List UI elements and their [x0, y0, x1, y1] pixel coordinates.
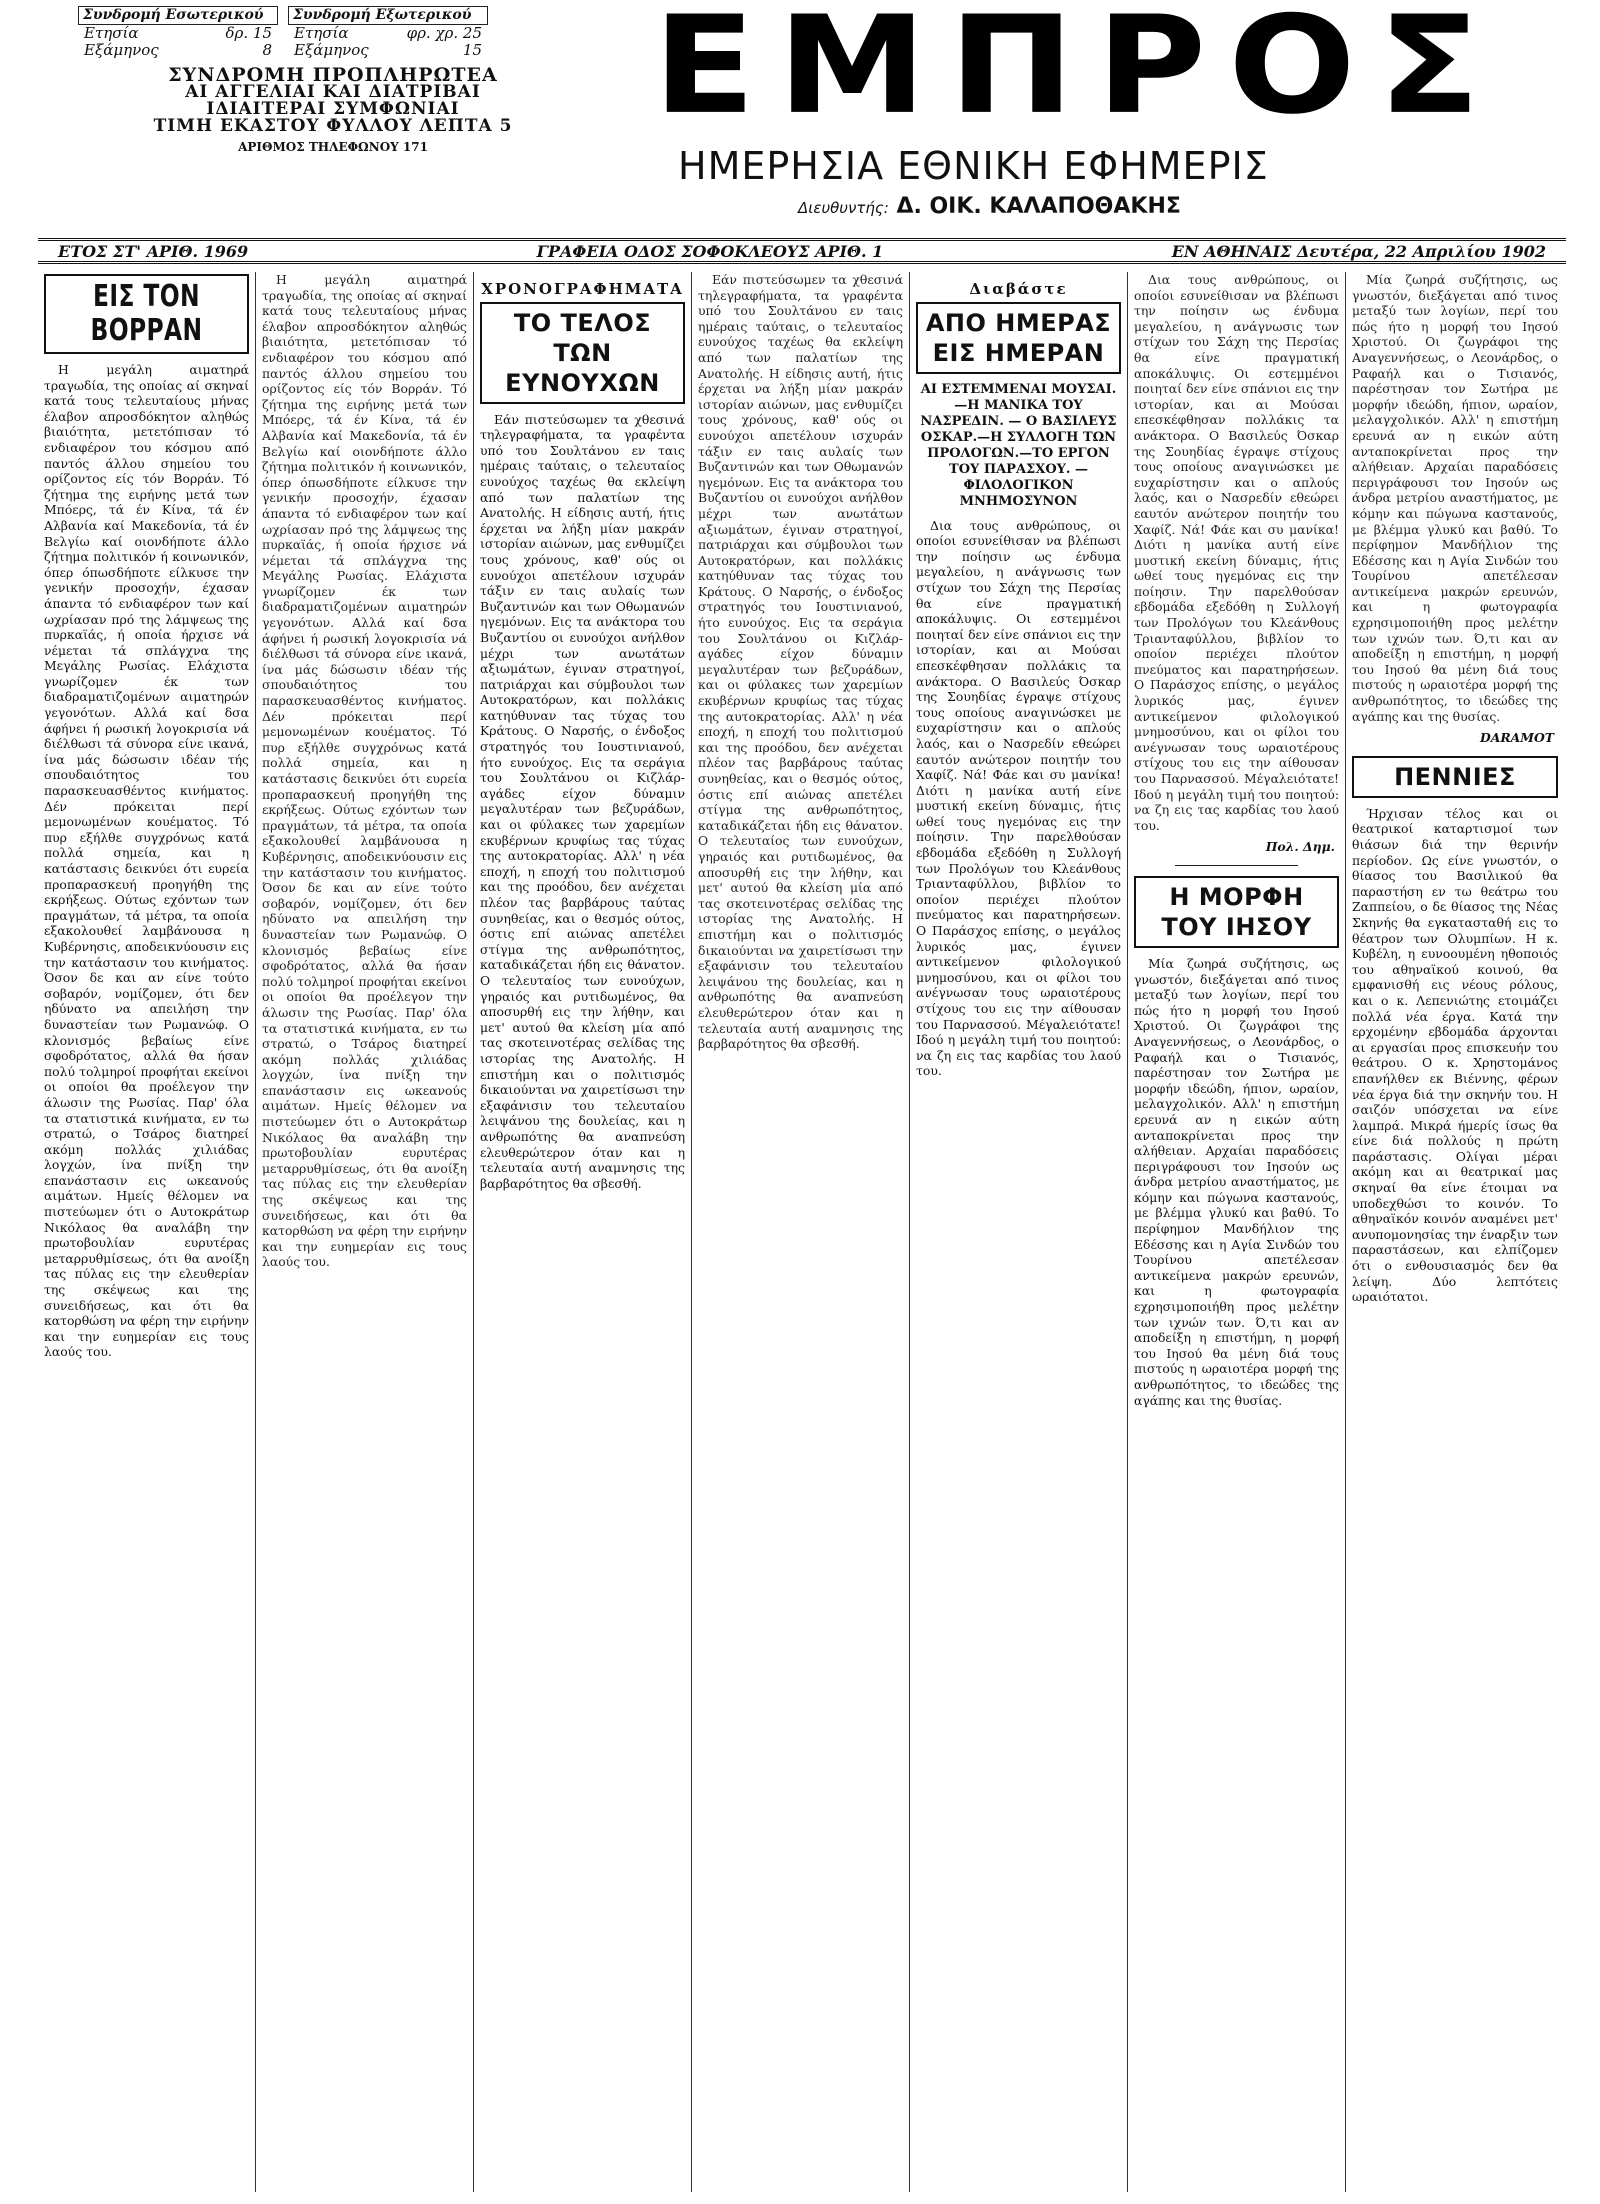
- day-continued: Δια τους ανθρώπους, οι οποίοι εσυνείθισαν να βλέπωσι την ποίησιν ως ένδυμα μεγαλείου, η ανάγνωσις των στίχων του Σάχη της Περσίας θα είνε πραγματική αποκάλυψις. Οι εστεμμένοι ποιηταί δεν είνε σπάνιοι εις την ιστορίαν, και αι Μούσαι επεσκέφθησαν πολλάκις τα ανάκτορα. Ο Βασιλεύς Όσκαρ της Σουηδίας έγραψε στίχους τους οποίους αναγινώσκει με ευχαρίστησιν και ο απλούς λαός, και ο Νασρεδίν εθεώρει εαυτόν ανώτερον ποιητήν του Χαφίζ. Νά! Φάε και συ μανίκα! Διότι η μανίκα αυτή είνε μυστική εκείνη δύναμις, ήτις ωθεί τους ηγεμόνας εις την ποίησιν. Την παρελθούσαν εβδομάδα εξεδόθη η Συλλογή των Προλόγων του Κλεάνθους Τριανταφύλλου, βιβλίον το οποίον περιέχει πλούτον πνεύματος και παρατηρήσεων. Ο Παράσχος επίσης, ο μεγάλος λυρικός μας, έγινεν αντικείμενον φιλολογικού μνημοσύνου, και οι φίλοι του ανέγνωσαν τους ωραιοτέρους στίχους του εις την αίθουσαν του Παρνασσού. Μέγαλειότατε! Ιδού η μεγάλη τιμή του ποιητού: να ζη εις τας καρδίας του λαού του.: [1134, 272, 1339, 833]
- eunuchs-continued: Εάν πιστεύσωμεν τα χθεσινά τηλεγραφήματα, τα γραφέντα υπό του Σουλτάνου εν ταις ημέραις ταύταις, ο τελευταίος ευνούχος ταχέως θα εκλείψη από των παλατίων της Ανατολής. Η είδησις αυτή, ήτις έρχεται να λήξη μίαν μακράν ιστορίαν αιώνων, μας ενθυμίζει τους χρόνους, καθ' ούς οι ευνούχοι απετέλουν ισχυράν τάξιν εν ταις αυλαίς των Βυζαντινών και των Οθωμανών ηγεμόνων. Εις τα ανάκτορα του Βυζαντίου οι ευνούχοι ανήλθον μέχρι των ανωτάτων αξιωμάτων, έγιναν στρατηγοί, πατριάρχαι και σύμβουλοι των Αυτοκρατόρων, και πολλάκις κατηύθυναν τας τύχας του Κράτους. Ο Ναρσής, ο ένδοξος στρατηγός του Ιουστινιανού, ήτο ευνούχος. Εις τα σεράγια του Σουλτάνου οι Κιζλάρ-αγάδες είχον δύναμιν μεγαλυτέραν των βεζυράδων, και οι φύλακες των χαρεμίων εκυβέρνων κρυφίως τας τύχας της αυτοκρατορίας. Αλλ' η νέα εποχή, η εποχή του πολιτισμού και της προόδου, δεν ανέχεται πλέον τας βαρβάρους ταύτας συνηθείας, και ο θεσμός ούτος, όστις επί αιώνας απετέλει στίγμα της ανθρωπότητος, καταδικάζεται ήδη εις θάνατον. Ο τελευταίος των ευνούχων, γηραιός και ρυτιδωμένος, θα αποσυρθή εις την λήθην, και μετ' αυτού θα κλείση μία από τας σκοτεινοτέρας σελίδας της ιστορίας της Ανατολής. Η επιστήμη και ο πολιτισμός δικαιούνται να χαιρετίσωσι την εξαφάνισιν του τελευταίου λειψάνου της δουλείας, και η ανθρωπότης θα αναπνεύση ελευθερώτερον όταν και η τελευταία αυτή αναμνησις της βαρβαρότητος θα σβεσθή.: [698, 272, 903, 1052]
- eunuchs-article-text: Εάν πιστεύσωμεν τα χθεσινά τηλεγραφήματα, τα γραφέντα υπό του Σουλτάνου εν ταις ημέραις ταύταις, ο τελευταίος ευνούχος ταχέως θα εκλείψη από των παλατίων της Ανατολής. Η είδησις αυτή, ήτις έρχεται να λήξη μίαν μακράν ιστορίαν αιώνων, μας ενθυμίζει τους χρόνους, καθ' ούς οι ευνούχοι απετέλουν ισχυράν τάξιν εν ταις αυλαίς των Βυζαντινών και των Οθωμανών ηγεμόνων. Εις τα ανάκτορα του Βυζαντίου οι ευνούχοι ανήλθον μέχρι των ανωτάτων αξιωμάτων, έγιναν στρατηγοί, πατριάρχαι και σύμβουλοι των Αυτοκρατόρων, και πολλάκις κατηύθυναν τας τύχας του Κράτους. Ο Ναρσής, ο ένδοξος στρατηγός του Ιουστινιανού, ήτο ευνούχος. Εις τα σεράγια του Σουλτάνου οι Κιζλάρ-αγάδες είχον δύναμιν μεγαλυτέραν των βεζυράδων, και οι φύλακες των χαρεμίων εκυβέρνων κρυφίως τας τύχας της αυτοκρατορίας. Αλλ' η νέα εποχή, η εποχή του πολιτισμού και της προόδου, δεν ανέχεται πλέον τας βαρβάρους ταύτας συνηθείας, και ο θεσμός ούτος, όστις επί αιώνας απετέλει στίγμα της ανθρωπότητος, καταδικάζεται ήδη εις θάνατον. Ο τελευταίος των ευνούχων, γηραιός και ρυτιδωμένος, θα αποσυρθή εις την λήθην, και μετ' αυτού θα κλείση μία από τας σκοτεινοτέρας σελίδας της ιστορίας της Ανατολής. Η επιστήμη και ο πολιτισμός δικαιούνται να χαιρετίσωσι την εξαφάνισιν του τελευταίου λειψάνου της δουλείας, και η ανθρωπότης θα αναπνεύση ελευθερώτερον όταν και η τελευταία αυτή αναμνησις της βαρβαρότητος θα σβεσθή.: [480, 411, 685, 1191]
- day-headline: ΑΠΟ ΗΜΕΡΑΣ ΕΙΣ ΗΜΕΡΑΝ: [925, 308, 1112, 367]
- eunuchs-headline: ΤΟ ΤΕΛΟΣ ΤΩΝ ΕΥΝΟΥΧΩΝ: [505, 308, 660, 397]
- column-5: [910, 272, 1128, 2192]
- director-label: Διευθυντής:: [798, 199, 889, 217]
- dateline-bar: [38, 238, 1566, 264]
- tagline: ΗΜΕΡΗΣΙΑ ΕΘΝΙΚΗ ΕΦΗΜΕΡΙΣ: [678, 144, 1269, 188]
- agreement-notice: ΙΔΙΑΙΤΕΡΑΙ ΣΥΜΦΩΝΙΑΙ: [206, 99, 460, 119]
- price-notice: ΤΙΜΗ ΕΚΑΣΤΟΥ ΦΥΛΛΟΥ ΛΕΠΤΑ 5: [153, 116, 513, 136]
- isou-headline: Η ΜΟΡΦΗ ΤΟΥ ΙΗΣΟΥ: [1161, 882, 1312, 941]
- foreign-subscription-heading: Συνδρομή Εξωτερικού: [288, 6, 488, 25]
- borran-headline: ΕΙΣ ΤΟΝ ΒΟΡΡΑΝ: [90, 279, 203, 348]
- domestic-subscription-heading: Συνδρομή Εσωτερικού: [78, 6, 278, 25]
- column-2: [256, 272, 474, 2192]
- day-article-text: Δια τους ανθρώπους, οι οποίοι εσυνείθισαν να βλέπωσι την ποίησιν ως ένδυμα μεγαλείου, η ανάγνωσις των στίχων του Σάχη της Περσίας θα είνε πραγματική αποκάλυψις. Οι εστεμμένοι ποιηταί δεν είνε σπάνιοι εις την ιστορίαν, και αι Μούσαι επεσκέφθησαν πολλάκις τα ανάκτορα. Ο Βασιλεύς Όσκαρ της Σουηδίας έγραψε στίχους τους οποίους αναγινώσκει με ευχαρίστησιν και ο απλούς λαός, και ο Νασρεδίν εθεώρει εαυτόν ανώτερον ποιητήν του Χαφίζ. Νά! Φάε και συ μανίκα! Διότι η μανίκα αυτή είνε μυστική εκείνη δύναμις, ήτις ωθεί τους ηγεμόνας εις την ποίησιν. Την παρελθούσαν εβδομάδα εξεδόθη η Συλλογή των Προλόγων του Κλεάνθους Τριανταφύλλου, βιβλίον το οποίον περιέχει πλούτον πνεύματος και παρατηρήσεων. Ο Παράσχος επίσης, ο μεγάλος λυρικός μας, έγινεν αντικείμενον φιλολογικού μνημοσύνου, και οι φίλοι του ανέγνωσαν τους ωραιοτέρους στίχους του εις την αίθουσαν του Παρνασσού. Μέγαλειότατε! Ιδού η μεγάλη τιμή του ποιητού: να ζη εις τας καρδίας του λαού του.: [916, 517, 1121, 1079]
- issue-number: ΕΤΟΣ ΣΤ' ΑΡΙΘ. 1969: [58, 241, 249, 261]
- columns: [38, 272, 1566, 2192]
- divider: [1175, 865, 1298, 866]
- issue-date: ΕΝ ΑΘΗΝΑΙΣ Δευτέρα, 22 Απριλίου 1902: [1171, 241, 1546, 261]
- director-name: Δ. ΟΙΚ. ΚΑΛΑΠΟΘΑΚΗΣ: [896, 194, 1181, 219]
- column-1: [38, 272, 256, 2192]
- newspaper-logo: ΕΜΠΡΟΣ: [653, 0, 1503, 145]
- day-signature: Πολ. Δημ.: [1265, 839, 1335, 855]
- masthead: [38, 0, 1566, 234]
- newspaper-page: [38, 0, 1566, 2196]
- eunuchs-headline-box: [480, 302, 685, 404]
- read-kicker: Διαβάστε: [969, 280, 1068, 298]
- prepaid-notice: ΣΥΝΔΡΟΜΗ ΠΡΟΠΛΗΡΩΤΕΑ: [168, 64, 498, 86]
- director-line: [798, 194, 1181, 219]
- column-3: [474, 272, 692, 2192]
- subscription-box: [78, 6, 588, 156]
- pennies-byline: DARAMOT: [1480, 730, 1554, 746]
- day-subheads: ΑΙ ΕΣΤΕΜΜΕΝΑΙ ΜΟΥΣΑΙ.—Η ΜΑΝΙΚΑ ΤΟΥ ΝΑΣΡΕΔΙΝ. — Ο ΒΑΣΙΛΕΥΣ ΟΣΚΑΡ.—Η ΣΥΛΛΟΓΗ ΤΩΝ ΠΡΟΛΟΓΩΝ.—ΤΟ ΕΡΓΟΝ ΤΟΥ ΠΑΡΑΣΧΟΥ. — ΦΙΛΟΛΟΓΙΚΟΝ ΜΝΗΜΟΣΥΝΟΝ: [920, 381, 1117, 509]
- office-address: ΓΡΑΦΕΙΑ ΟΔΟΣ ΣΟΦΟΚΛΕΟΥΣ ΑΡΙΘ. 1: [536, 241, 884, 261]
- isou-continued: Μία ζωηρά συζήτησις, ως γνωστόν, διεξάγεται από τινος μεταξύ των λογίων, περί του πώς ήτο η μορφή του Ιησού Χριστού. Οι ζωγράφοι της Αναγεννήσεως, ο Λεονάρδος, ο Ραφαήλ και ο Τισιανός, παρέστησαν τον Σωτήρα με μορφήν ιδεώδη, ήπιον, ωραίον, μελαγχολικόν. Αλλ' η επιστήμη ερευνά αν η εικών αύτη ανταποκρίνεται προς την αλήθειαν. Αρχαίαι παραδόσεις περιγράφουσι τον Ιησούν ως άνδρα μετρίου αναστήματος, με κόμην και πώγωνα καστανούς, με βλέμμα γλυκύ και βαθύ. Το περίφημον Μανδήλιον της Εδέσσης και η Αγία Σινδών του Τουρίνου απετέλεσαν αντικείμενα μακρών ερευνών, και η φωτογραφία εχρησιμοποιήθη προς μελέτην των ιχνών των. Ό,τι και αν αποδείξη η επιστήμη, η μορφή του Ιησού θα μένη διά τους πιστούς η ωραιοτέρα μορφή της ανθρωπότητος, το ιδεώδες της αγάπης και της θυσίας.: [1352, 272, 1558, 724]
- isou-article-text: Μία ζωηρά συζήτησις, ως γνωστόν, διεξάγεται από τινος μεταξύ των λογίων, περί του πώς ήτο η μορφή του Ιησού Χριστού. Οι ζωγράφοι της Αναγεννήσεως, ο Λεονάρδος, ο Ραφαήλ και ο Τισιανός, παρέστησαν τον Σωτήρα με μορφήν ιδεώδη, ήπιον, ωραίον, μελαγχολικόν. Αλλ' η επιστήμη ερευνά αν η εικών αύτη ανταποκρίνεται προς την αλήθειαν. Αρχαίαι παραδόσεις περιγράφουσι τον Ιησούν ως άνδρα μετρίου αναστήματος, με κόμην και πώγωνα καστανούς, με βλέμμα γλυκύ και βαθύ. Το περίφημον Μανδήλιον της Εδέσσης και η Αγία Σινδών του Τουρίνου απετέλεσαν αντικείμενα μακρών ερευνών, και η φωτογραφία εχρησιμοποιήθη προς μελέτην των ιχνών των. Ό,τι και αν αποδείξη η επιστήμη, η μορφή του Ιησού θα μένη διά τους πιστούς η ωραιοτέρα μορφή της ανθρωπότητος, το ιδεώδες της αγάπης και της θυσίας.: [1134, 955, 1339, 1408]
- borran-continued: Η μεγάλη αιματηρά τραγωδία, της οποίας αί σκηναί κατά τους τελευταίους μήνας έλαβον απροσδόκητον αληθώς βιαιότητα, μετετόπισαν τό ενδιαφέρον του κόσμου από παντός άλλου σημείου του ορίζοντος είς τόν Βορράν. Τό ζήτημα της ειρήνης μετά των Μπόερς, τά έν Κίνα, τά έν Αλβανία καί Μακεδονία, τά έν Βελγίω καί οιονδήποτε άλλο ζήτημα πολιτικόν ή κοινωνικόν, όπερ όπωσδήποτε είλκυσε την γενικήν προσοχήν, έχασαν άπαντα τό ενδιαφέρον των καί ωχρίασαν πρό της λάμψεως της πυρκαϊάς, ή οποία ήρχισε νά νέμεται τά σπλάγχνα της Μεγάλης Ρωσίας. Ελάχιστα γνωρίζομεν έκ των διαδραματιζομένων αιματηρών γεγονότων. Αλλά καί δσα άφήνει ή ρωσική λογοκρισία νά διέλθωσι τά σύνορα είνε ικανά, ίνα μάς δώσωσιν ιδέαν τής σπουδαιότητος του παρασκευασθέντος κινήματος. Δέν πρόκειται περί μεμονωμένων κουέματος. Τό πυρ εξήλθε συγχρόνως κατά πολλά σημεία, και η κατάστασις δεικνύει ότι ευρεία προπαρασκευή προηγήθη της εκρήξεως. Ούτως εχόντων των πραγμάτων, τά μέτρα, τα οποία εξακολουθεί λαμβάνουσα η Κυβέρνησις, αποδεικνύουσιν εις την κατάστασιν του κινήματος. Όσον δε και αν είνε τούτο σοβαρόν, νομίζομεν, ότι δεν ηδύνατο να απειλήση την δυναστείαν των Ρωμανώφ. Ο κλονισμός βεβαίως είνε σφοδρότατος, αλλά θα ήσαν πολύ τολμηροί προφήται εκείνοι οι οποίοι θα προέλεγον την άλωσιν της Ρωσίας. Παρ' όλα τα στατιστικά κινήματα, εν τω στρατώ, ο Τσάρος διατηρεί ακόμη πολλάς χιλιάδας λογχών, ίνα πνίξη την επανάστασιν εις ωκεανούς αιμάτων. Ημείς θέλομεν να πιστεύωμεν ότι ο Αυτοκράτωρ Νικόλαος θα αναλάβη την πρωτοβουλίαν ευρυτέρας μεταρρυθμίσεως, ότι θα ανοίξη τας πύλας εις την ελευθερίαν της σκέψεως και της συνειδήσεως, και ότι θα κατορθώση να φέρη την ειρήνην και την ευημερίαν εις τους λαούς του.: [262, 272, 467, 1270]
- pennies-headline-box: [1352, 756, 1558, 798]
- borran-headline-box: [44, 274, 249, 354]
- day-headline-box: [916, 302, 1121, 374]
- borran-article-text: Η μεγάλη αιματηρά τραγωδία, της οποίας αί σκηναί κατά τους τελευταίους μήνας έλαβον απροσδόκητον αληθώς βιαιότητα, μετετόπισαν τό ενδιαφέρον του κόσμου από παντός άλλου σημείου του ορίζοντος είς τόν Βορράν. Τό ζήτημα της ειρήνης μετά των Μπόερς, τά έν Κίνα, τά έν Αλβανία καί Μακεδονία, τά έν Βελγίω καί οιονδήποτε άλλο ζήτημα πολιτικόν ή κοινωνικόν, όπερ όπωσδήποτε είλκυσε την γενικήν προσοχήν, έχασαν άπαντα τό ενδιαφέρον των καί ωχρίασαν πρό της λάμψεως της πυρκαϊάς, ή οποία ήρχισε νά νέμεται τά σπλάγχνα της Μεγάλης Ρωσίας. Ελάχιστα γνωρίζομεν έκ των διαδραματιζομένων αιματηρών γεγονότων. Αλλά καί δσα άφήνει ή ρωσική λογοκρισία νά διέλθωσι τά σύνορα είνε ικανά, ίνα μάς δώσωσιν ιδέαν τής σπουδαιότητος του παρασκευασθέντος κινήματος. Δέν πρόκειται περί μεμονωμένων κουέματος. Τό πυρ εξήλθε συγχρόνως κατά πολλά σημεία, και η κατάστασις δεικνύει ότι ευρεία προπαρασκευή προηγήθη της εκρήξεως. Ούτως εχόντων των πραγμάτων, τά μέτρα, τα οποία εξακολουθεί λαμβάνουσα η Κυβέρνησις, αποδεικνύουσιν εις την κατάστασιν του κινήματος. Όσον δε και αν είνε τούτο σοβαρόν, νομίζομεν, ότι δεν ηδύνατο να απειλήση την δυναστείαν των Ρωμανώφ. Ο κλονισμός βεβαίως είνε σφοδρότατος, αλλά θα ήσαν πολύ τολμηροί προφήται εκείνοι οι οποίοι θα προέλεγον την άλωσιν της Ρωσίας. Παρ' όλα τα στατιστικά κινήματα, εν τω στρατώ, ο Τσάρος διατηρεί ακόμη πολλάς χιλιάδας λογχών, ίνα πνίξη την επανάστασιν εις ωκεανούς αιμάτων. Ημείς θέλομεν να πιστεύωμεν ότι ο Αυτοκράτωρ Νικόλαος θα αναλάβη την πρωτοβουλίαν ευρυτέρας μεταρρυθμίσεως, ότι θα ανοίξη τας πύλας εις την ελευθερίαν της σκέψεως και της συνειδήσεως, και ότι θα κατορθώση να φέρη την ειρήνην και την ευημερίαν εις τους λαούς του.: [44, 362, 249, 1360]
- pennies-headline: ΠΕΝΝΙΕΣ: [1394, 762, 1516, 791]
- foreign-annual: Ετησία φρ. χρ. 25: [294, 24, 482, 42]
- isou-headline-box: [1134, 876, 1339, 948]
- ads-notice: ΑΙ ΑΓΓΕΛΙΑΙ ΚΑΙ ΔΙΑΤΡΙΒΑΙ: [185, 82, 481, 102]
- domestic-annual: Ετησία δρ. 15: [84, 24, 272, 42]
- chronographs-heading: ΧΡΟΝΟΓΡΑΦΗΜΑΤΑ: [481, 280, 684, 298]
- foreign-semi: Εξάμηνος 15: [294, 41, 482, 59]
- column-6: [1128, 272, 1346, 2192]
- column-7: [1346, 272, 1564, 2192]
- phone-notice: ΑΡΙΘΜΟΣ ΤΗΛΕΦΩΝΟΥ 171: [238, 140, 428, 154]
- pennies-article-text: Ήρχισαν τέλος και οι θεατρικοί καταρτισμοί των θιάσων διά την θερινήν περίοδον. Ως είνε γνωστόν, ο θίασος του Βασιλικού θα παραστήση εν τω θεάτρω του Ζαππείου, ο δε θίασος της Νέας Σκηνής θα εγκατασταθή εις το θέατρον των Ολυμπίων. Η κ. Κυβέλη, η ευνοουμένη ηθοποιός του αθηναϊκού κοινού, θα εμφανισθή εις νέους ρόλους, και ο κ. Λεπενιώτης ετοιμάζει πολλά νέα έργα. Κατά την ερχομένην εβδομάδα άρχονται αι εργασίαι προς επισκευήν του θεάτρου. Ο κ. Χρηστομάνος επανήλθεν εκ Βιέννης, φέρων νέα έργα διά την σκηνήν του. Η σαιζόν υπόσχεται να είνε λαμπρά. Μικρά ήμερίς ίσως θα είνε διά πολλούς η πρώτη παράστασις. Ολίγαι μέραι ακόμη και αι θεατρικαί μας σκηναί θα είνε έτοιμαι να υποδεχθώσι το κοινόν. Το αθηναϊκόν κοινόν αναμένει μετ' ανυπομονησίας την έναρξιν των παραστάσεων, και ελπίζομεν ότι ο ενθουσιασμός δεν θα λείψη. Δύο λεπτότεις ωραιότατοι.: [1352, 805, 1558, 1305]
- column-4: [692, 272, 910, 2192]
- domestic-semi: Εξάμηνος 8: [84, 41, 272, 59]
